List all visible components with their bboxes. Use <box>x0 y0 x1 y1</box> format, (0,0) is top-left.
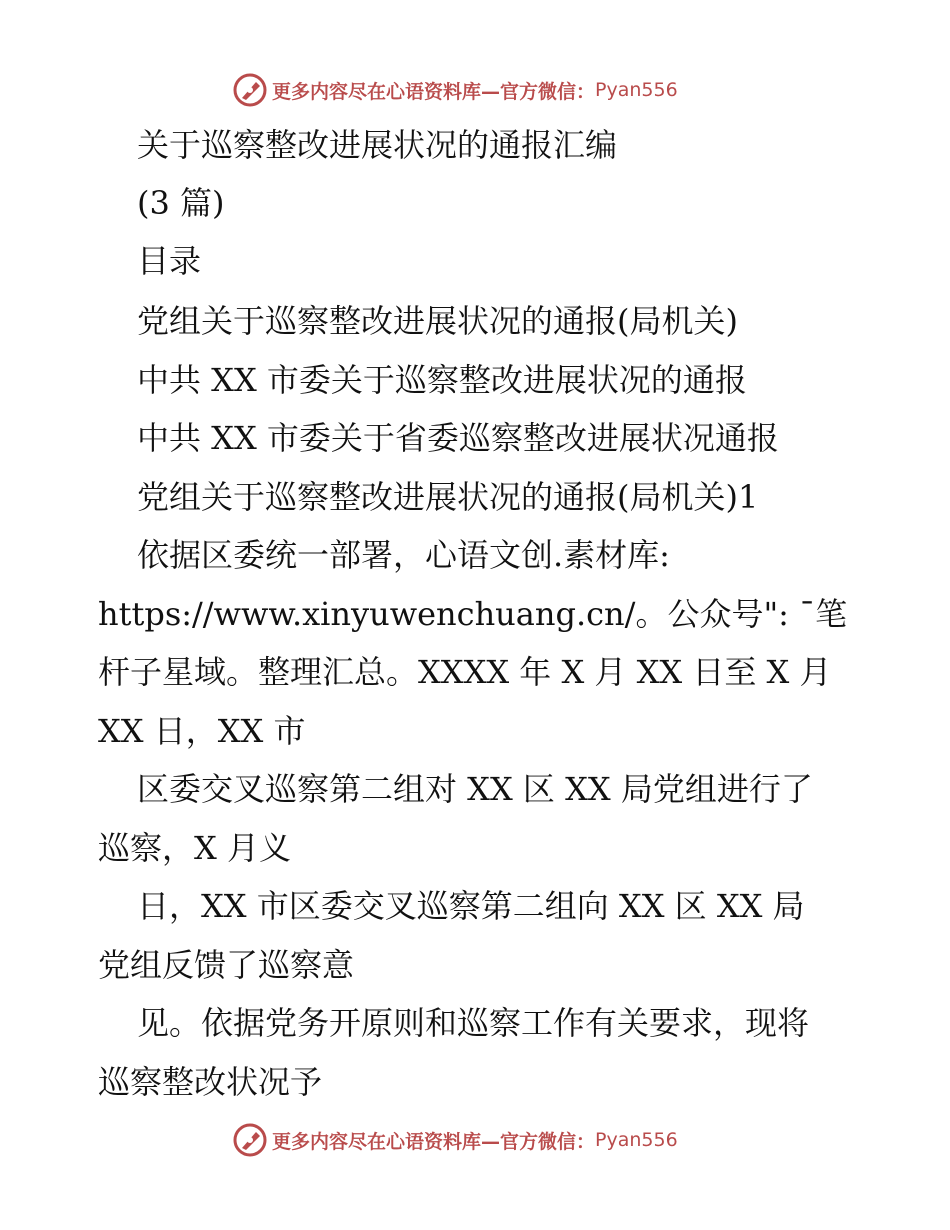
header-banner-wechat: Pyan556 <box>595 79 678 101</box>
document-title: 关于巡察整改进展状况的通报汇编 <box>137 126 618 164</box>
paragraph-line: 杆子星域。整理汇总。XXXX 年 X 月 XX 日至 X 月 <box>98 653 832 691</box>
toc-item: 中共 XX 市委关于省委巡察整改进展状况通报 <box>137 419 779 457</box>
paragraph-line: 依据区委统一部署，心语文创.素材库: <box>137 536 670 574</box>
paragraph-line: 党组反馈了巡察意 <box>98 946 355 984</box>
paragraph-line: 巡察，X 月义 <box>98 829 291 867</box>
toc-heading: 目录 <box>137 242 202 280</box>
section-heading: 党组关于巡察整改进展状况的通报(局机关)1 <box>137 478 759 516</box>
footer-banner-wechat: Pyan556 <box>595 1129 678 1151</box>
footer-banner-content <box>232 1120 678 1160</box>
pen-logo-icon <box>232 1122 268 1158</box>
paragraph-line: 日，XX 市区委交叉巡察第二组向 XX 区 XX 局 <box>137 887 805 925</box>
paragraph-line: https://www.xinyuwenchuang.cn/。公众号": ¯笔 <box>98 595 848 633</box>
document-subtitle: (3 篇) <box>137 184 225 222</box>
paragraph-line: 见。依据党务开原则和巡察工作有关要求，现将 <box>137 1004 810 1042</box>
header-banner-text: 更多内容尽在心语资料库—官方微信： <box>272 80 596 103</box>
pen-logo-icon <box>232 72 268 108</box>
paragraph-line: XX 日，XX 市 <box>98 712 306 750</box>
toc-item: 党组关于巡察整改进展状况的通报(局机关) <box>137 302 738 340</box>
toc-item: 中共 XX 市委关于巡察整改进展状况的通报 <box>137 361 747 399</box>
paragraph-line: 巡察整改状况予 <box>98 1063 323 1101</box>
header-banner-content <box>232 70 678 110</box>
header-banner <box>0 70 950 110</box>
footer-banner <box>0 1120 950 1160</box>
paragraph-line: 区委交叉巡察第二组对 XX 区 XX 局党组进行了 <box>137 770 813 808</box>
footer-banner-text: 更多内容尽在心语资料库—官方微信： <box>272 1130 596 1153</box>
